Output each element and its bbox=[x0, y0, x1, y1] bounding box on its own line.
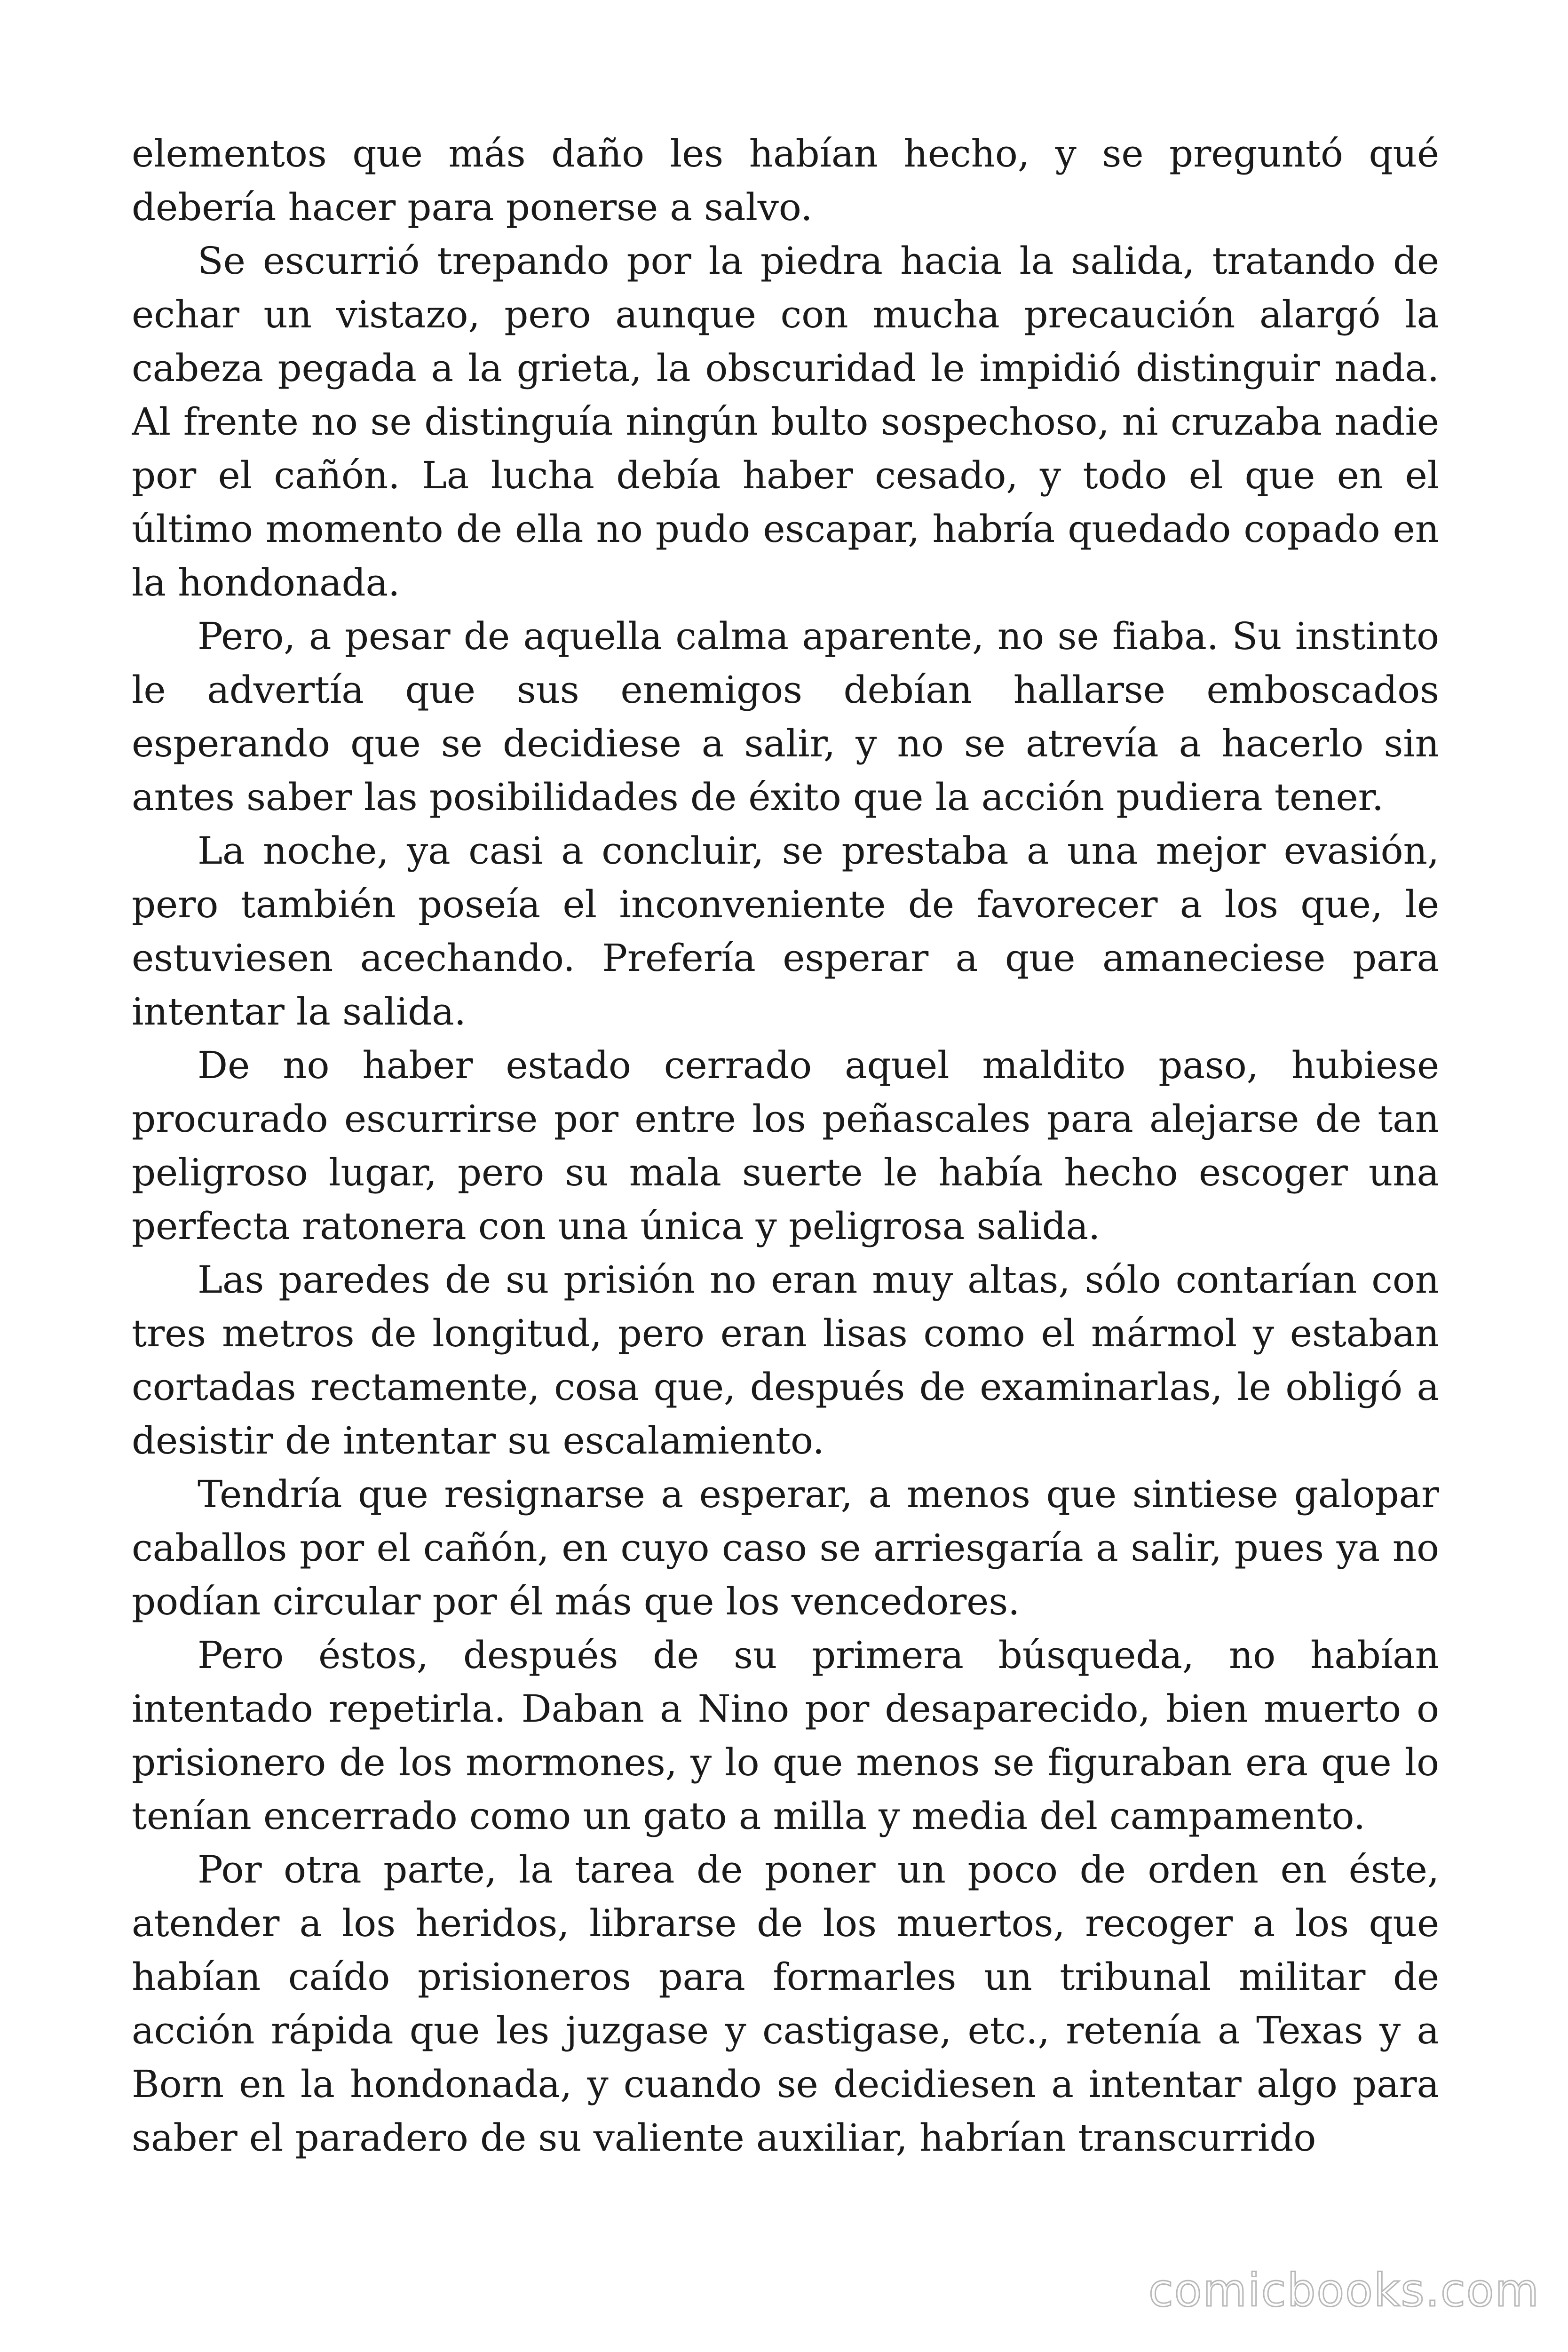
paragraph-4: La noche, ya casi a concluir, se prestaba a una mejor evasión, pero también poseía el inconveniente de favorecer a los que, le estuviesen acechando. Prefería esperar a que amaneciese para intentar la salida. bbox=[132, 829, 1439, 1033]
page-body bbox=[132, 127, 1439, 2206]
paragraph-1: elementos que más daño les habían hecho, y se preguntó qué debería hacer para ponerse a salvo. bbox=[132, 132, 1439, 229]
paragraph-7: Tendría que resignarse a esperar, a menos que sintiese galopar caballos por el cañón, en cuyo caso se arriesgaría a salir, pues ya no podían circular por él más que los vencedores. bbox=[132, 1472, 1439, 1623]
paragraph-5: De no haber estado cerrado aquel maldito paso, hubiese procurado escurrirse por entre los peñascales para alejarse de tan peligroso lugar, pero su mala suerte le había hecho escoger una perfecta ratonera con una única y peligrosa salida. bbox=[132, 1043, 1439, 1248]
watermark: comicbooks.com bbox=[1148, 2264, 1540, 2317]
paragraph-8: Pero éstos, después de su primera búsqueda, no habían intentado repetirla. Daban a Nino por desaparecido, bien muerto o prisionero de los mormones, y lo que menos se figuraban era que lo tenían encerrado como un gato a milla y media del campamento. bbox=[132, 1633, 1439, 1838]
paragraph-3: Pero, a pesar de aquella calma aparente, no se fiaba. Su instinto le advertía que sus enemigos debían hallarse emboscados esperando que se decidiese a salir, y no se atrevía a hacerlo sin antes saber las posibilidades de éxito que la acción pudiera tener. bbox=[132, 614, 1439, 819]
paragraph-6: Las paredes de su prisión no eran muy altas, sólo contarían con tres metros de longitud, pero eran lisas como el mármol y estaban cortadas rectamente, cosa que, después de examinarlas, le obligó a desistir de intentar su escalamiento. bbox=[132, 1258, 1439, 1462]
paragraph-2: Se escurrió trepando por la piedra hacia la salida, tratando de echar un vistazo, pero aunque con mucha precaución alargó la cabeza pegada a la grieta, la obscuridad le impidió distinguir nada. Al frente no se distinguía ningún bulto sospechoso, ni cruzaba nadie por el cañón. La lucha debía haber cesado, y todo el que en el último momento de ella no pudo escapar, habría quedado copado en la hondonada. bbox=[132, 239, 1439, 604]
paragraph-9: Por otra parte, la tarea de poner un poco de orden en éste, atender a los heridos, librarse de los muertos, recoger a los que habían caído prisioneros para formarles un tribunal militar de acción rápida que les juzgase y castigase, etc., retenía a Texas y a Born en la hondonada, y cuando se decidiesen a intentar algo para saber el paradero de su valiente auxiliar, habrían transcurrido bbox=[132, 1848, 1439, 2160]
